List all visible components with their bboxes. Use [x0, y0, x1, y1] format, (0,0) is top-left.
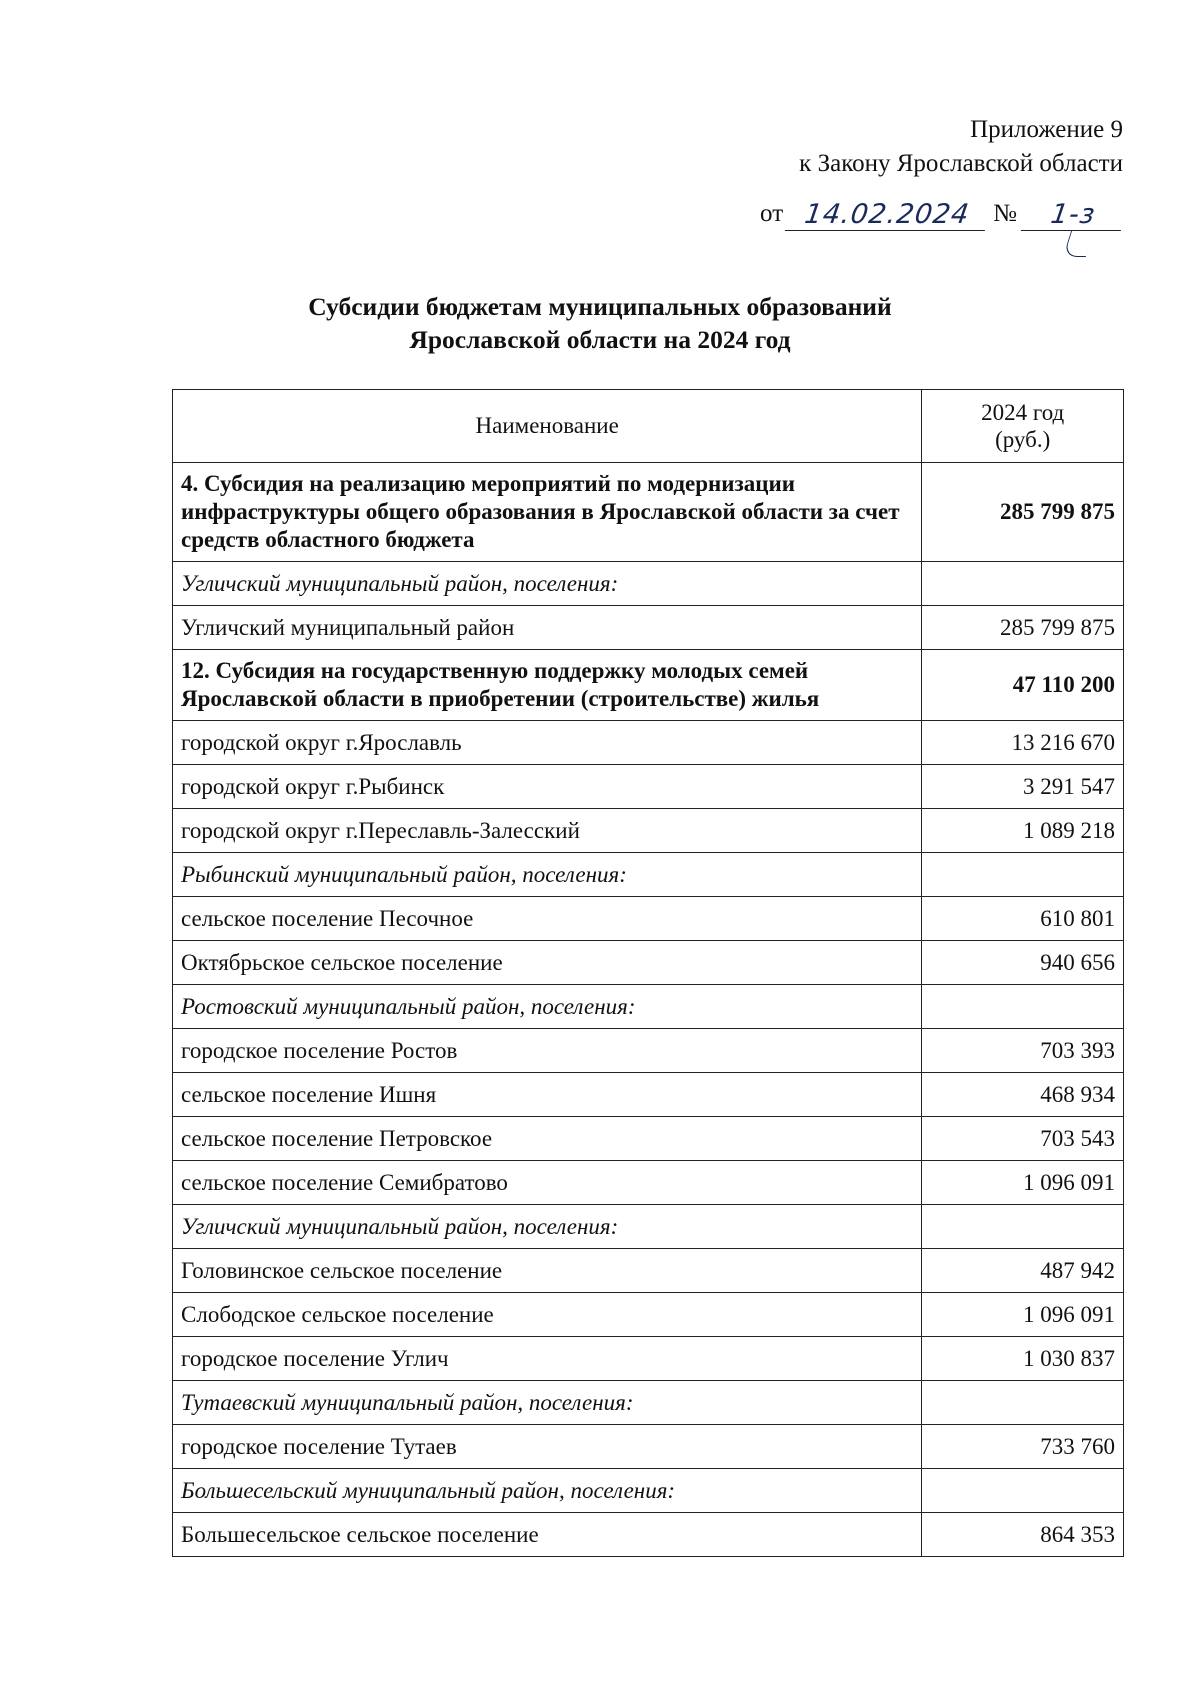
row-amount: [922, 1381, 1124, 1425]
row-amount: 733 760: [922, 1425, 1124, 1469]
column-header-unit: (руб.): [995, 427, 1051, 452]
row-amount: 703 543: [922, 1117, 1124, 1161]
row-name: Угличский муниципальный район: [173, 606, 922, 650]
row-name: сельское поселение Семибратово: [173, 1161, 922, 1205]
row-name: Слободское сельское поселение: [173, 1293, 922, 1337]
row-name: 4. Субсидия на реализацию мероприятий по модернизации инфраструктуры общего образования в Ярославской области за счет средств областного бюджета: [173, 463, 922, 562]
row-name: городской округ г.Ярославль: [173, 721, 922, 765]
row-amount: [922, 853, 1124, 897]
row-amount: 487 942: [922, 1249, 1124, 1293]
table-row: [173, 721, 1124, 765]
column-header-name: Наименование: [173, 390, 922, 463]
row-amount: 1 096 091: [922, 1293, 1124, 1337]
table-row: [173, 809, 1124, 853]
row-name: сельское поселение Песочное: [173, 897, 922, 941]
row-amount: 1 089 218: [922, 809, 1124, 853]
table-body: [173, 463, 1124, 1557]
row-name: 12. Субсидия на государственную поддержку молодых семей Ярославской области в приобретении (строительстве) жилья: [173, 650, 922, 721]
table-row: [173, 606, 1124, 650]
row-name: Угличский муниципальный район, поселения:: [173, 1205, 922, 1249]
row-amount: 13 216 670: [922, 721, 1124, 765]
row-amount: 285 799 875: [922, 463, 1124, 562]
row-name: Тутаевский муниципальный район, поселения:: [173, 1381, 922, 1425]
table-row: [173, 1425, 1124, 1469]
row-name: Угличский муниципальный район, поселения:: [173, 562, 922, 606]
row-amount: 285 799 875: [922, 606, 1124, 650]
row-name: сельское поселение Ишня: [173, 1073, 922, 1117]
number-prefix: №: [993, 200, 1017, 227]
row-name: Большесельское сельское поселение: [173, 1513, 922, 1557]
row-amount: [922, 1205, 1124, 1249]
table-header-row: [173, 390, 1124, 463]
column-header-year: 2024 год: [981, 400, 1065, 425]
row-name: сельское поселение Петровское: [173, 1117, 922, 1161]
section-row: [173, 463, 1124, 562]
district-subheading-row: [173, 985, 1124, 1029]
table-row: [173, 1117, 1124, 1161]
column-header-amount: [922, 390, 1124, 463]
table-row: [173, 1337, 1124, 1381]
row-name: Головинское сельское поселение: [173, 1249, 922, 1293]
row-name: Ростовский муниципальный район, поселения:: [173, 985, 922, 1029]
row-amount: [922, 1469, 1124, 1513]
row-amount: 864 353: [922, 1513, 1124, 1557]
table-row: [173, 941, 1124, 985]
table-row: [173, 1249, 1124, 1293]
district-subheading-row: [173, 1381, 1124, 1425]
table-row: [173, 1029, 1124, 1073]
row-amount: 610 801: [922, 897, 1124, 941]
row-amount: 1 096 091: [922, 1161, 1124, 1205]
row-name: Октябрьское сельское поселение: [173, 941, 922, 985]
row-amount: 47 110 200: [922, 650, 1124, 721]
row-name: Большесельский муниципальный район, поселения:: [173, 1469, 922, 1513]
district-subheading-row: [173, 853, 1124, 897]
row-name: городской округ г.Рыбинск: [173, 765, 922, 809]
row-amount: [922, 562, 1124, 606]
row-amount: [922, 985, 1124, 1029]
document-title: [160, 290, 1040, 356]
table-row: [173, 1073, 1124, 1117]
appendix-header: [760, 113, 1123, 231]
district-subheading-row: [173, 1205, 1124, 1249]
row-amount: 1 030 837: [922, 1337, 1124, 1381]
row-amount: 940 656: [922, 941, 1124, 985]
appendix-label: Приложение 9: [970, 116, 1123, 143]
handwritten-date: 14.02.2024: [785, 200, 989, 231]
title-line-1: Субсидии бюджетам муниципальных образований: [308, 292, 892, 321]
table-row: [173, 1513, 1124, 1557]
district-subheading-row: [173, 562, 1124, 606]
district-subheading-row: [173, 1469, 1124, 1513]
subsidies-table: [172, 389, 1124, 1557]
table-row: [173, 1293, 1124, 1337]
row-amount: 703 393: [922, 1029, 1124, 1073]
row-name: городской округ г.Переславль-Залесский: [173, 809, 922, 853]
date-prefix: от: [760, 200, 784, 227]
title-line-2: Ярославской области на 2024 год: [409, 325, 791, 354]
handwritten-number: [1021, 200, 1125, 231]
handwriting-stroke: [1063, 230, 1095, 257]
row-name: городское поселение Углич: [173, 1337, 922, 1381]
row-amount: 3 291 547: [922, 765, 1124, 809]
table-row: [173, 1161, 1124, 1205]
row-amount: 468 934: [922, 1073, 1124, 1117]
date-number-line: [760, 191, 1123, 231]
handwritten-number-text: 1-з: [1048, 199, 1098, 230]
table-row: [173, 897, 1124, 941]
row-name: городское поселение Ростов: [173, 1029, 922, 1073]
row-name: Рыбинский муниципальный район, поселения:: [173, 853, 922, 897]
row-name: городское поселение Тутаев: [173, 1425, 922, 1469]
section-row: [173, 650, 1124, 721]
law-reference: к Закону Ярославской области: [799, 150, 1123, 177]
table-row: [173, 765, 1124, 809]
